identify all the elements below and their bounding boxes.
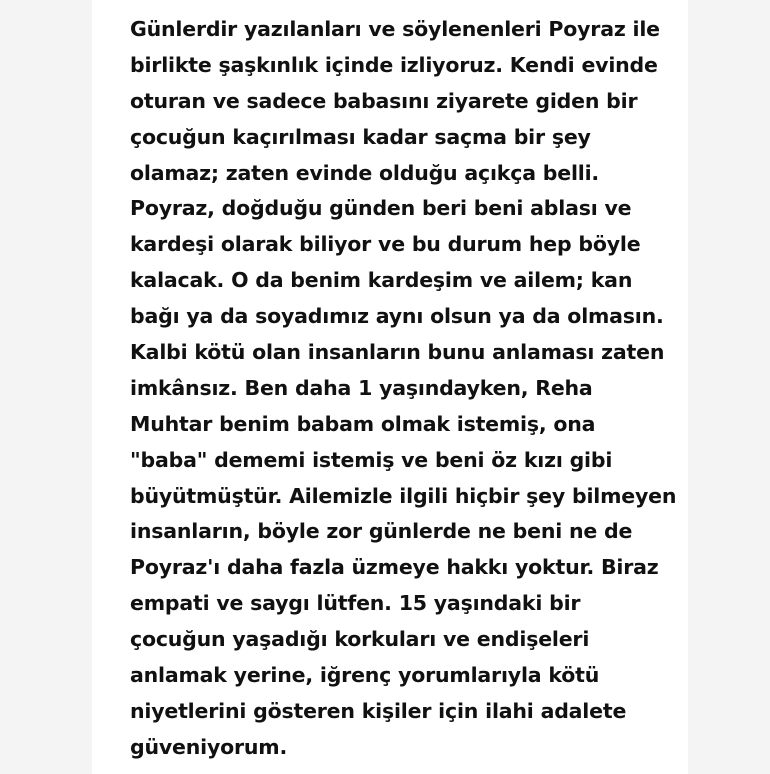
note-line: kardeşi olarak biliyor ve bu durum hep böyle — [130, 232, 641, 257]
note-line: kalacak. O da benim kardeşim ve ailem; kan — [130, 268, 633, 293]
note-line: büyütmüştür. Ailemizle ilgili hiçbir şey bilmeyen — [130, 483, 677, 508]
note-line: empati ve saygı lütfen. 15 yaşındaki bir — [130, 591, 581, 616]
note-line: güveniyorum. — [130, 734, 288, 759]
note-line: olamaz; zaten evinde olduğu açıkça belli. — [130, 160, 600, 185]
left-margin — [0, 0, 92, 774]
note-line: Poyraz, doğduğu günden beri beni ablası ve — [130, 196, 632, 221]
note-line: Günlerdir yazılanları ve söylenenleri Poyraz ile — [130, 17, 660, 41]
note-line: insanların, böyle zor günlerde ne beni ne de — [130, 519, 633, 544]
note-line: çocuğun kaçırılması kadar saçma bir şey — [130, 124, 591, 149]
note-line: oturan ve sadece babasını ziyarete giden bir — [130, 88, 638, 113]
note-line: "baba" dememi istemiş ve beni öz kızı gibi — [130, 447, 613, 472]
note-line: Kalbi kötü olan insanların bunu anlaması zaten — [130, 340, 665, 365]
note-line: Muhtar benim babam olmak istemiş, ona — [130, 411, 596, 436]
note-line: anlamak yerine, iğrenç yorumlarıyla kötü — [130, 663, 600, 688]
note-line: çocuğun yaşadığı korkuları ve endişeleri — [130, 627, 590, 652]
note-line: imkânsız. Ben daha 1 yaşındayken, Reha — [130, 375, 593, 400]
note-text-block — [130, 12, 676, 766]
note-line: Poyraz'ı daha fazla üzmeye hakkı yoktur. Biraz — [130, 555, 659, 580]
right-margin — [688, 0, 770, 774]
note-line: birlikte şaşkınlık içinde izliyoruz. Kendi evinde — [130, 52, 658, 77]
note-card — [92, 0, 688, 774]
note-line: niyetlerini gösteren kişiler için ilahi adalete — [130, 698, 627, 723]
note-line: bağı ya da soyadımız aynı olsun ya da olmasın. — [130, 304, 664, 329]
